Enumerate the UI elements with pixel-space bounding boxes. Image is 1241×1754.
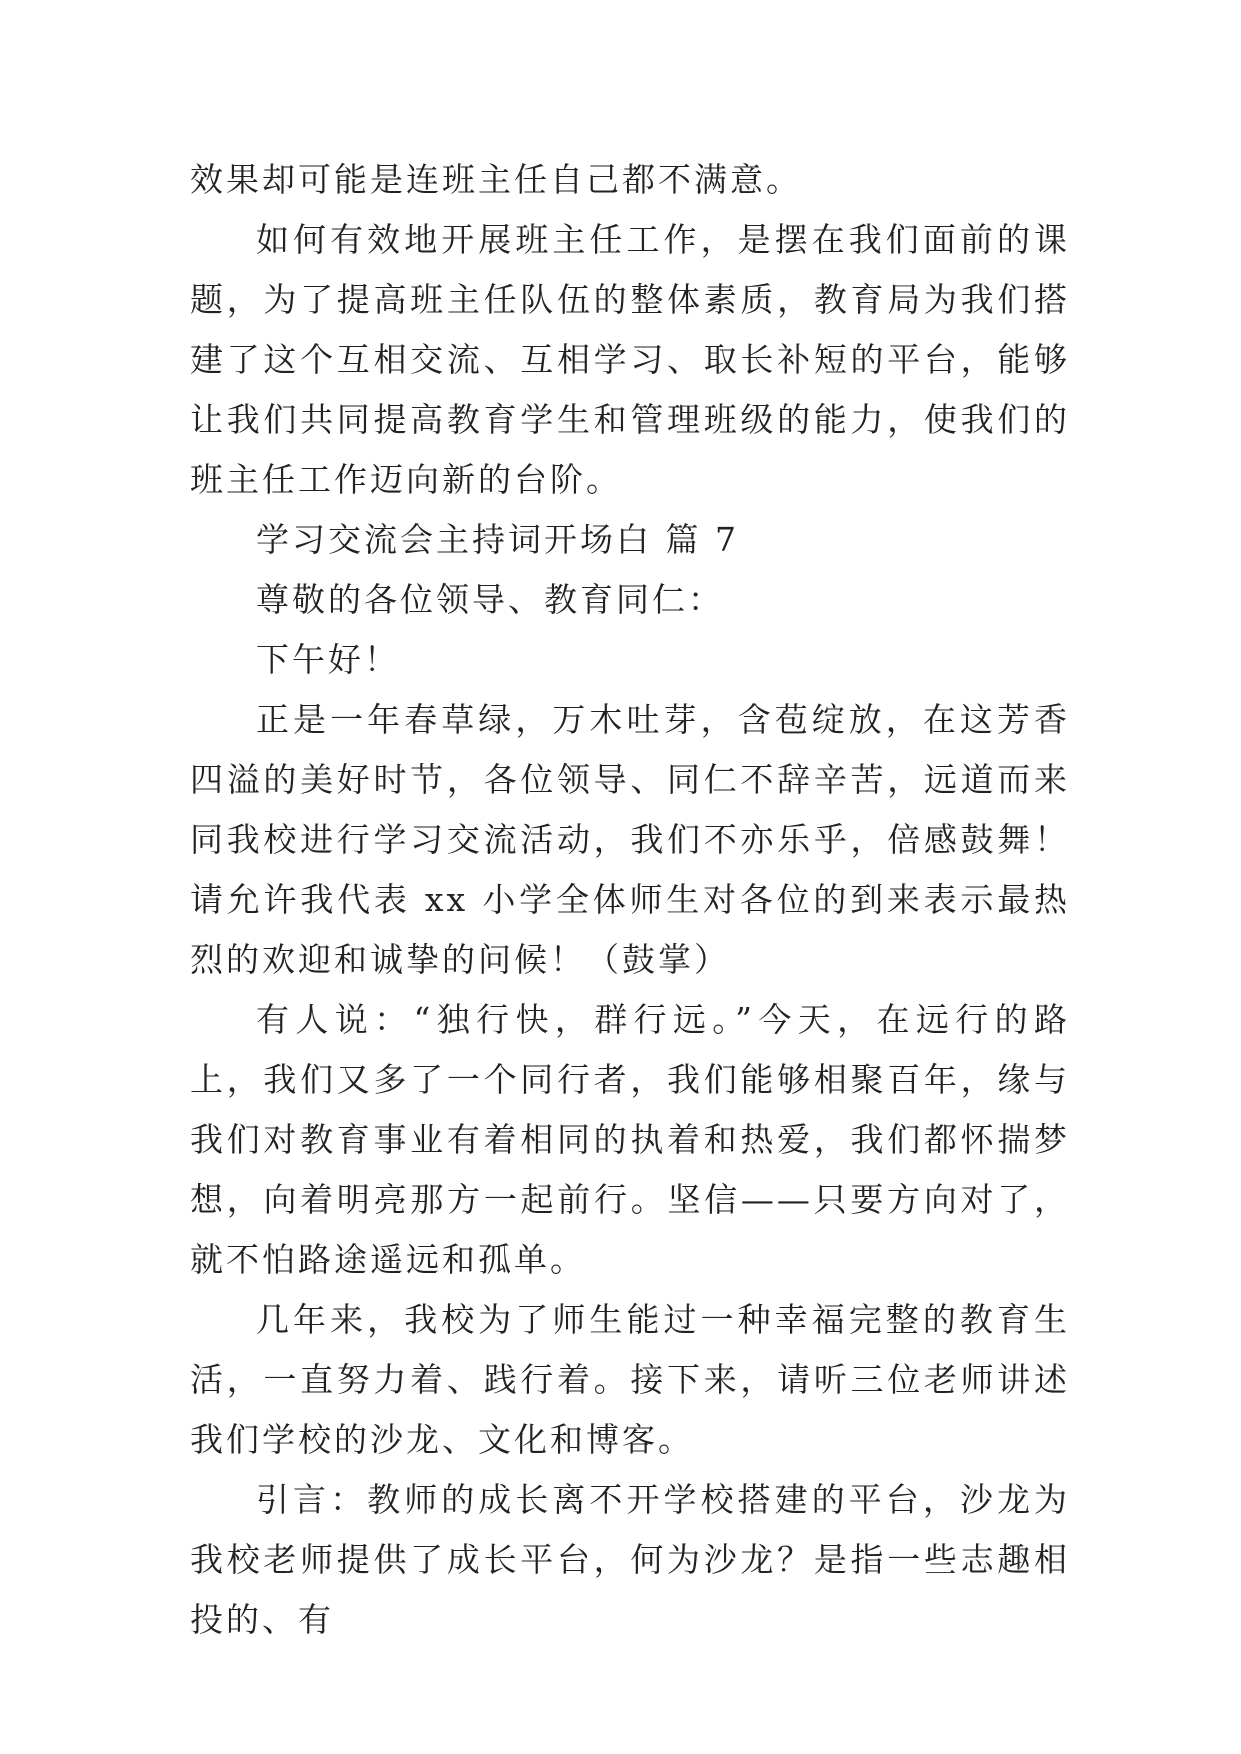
paragraph-introduction: 引言：教师的成长离不开学校搭建的平台，沙龙为我校老师提供了成长平台，何为沙龙？是指一些志趣相投的、有 — [190, 1480, 1070, 1639]
salutation: 尊敬的各位领导、教育同仁： — [256, 580, 724, 619]
greeting: 下午好！ — [256, 640, 400, 679]
paragraph-welcome: 正是一年春草绿，万木吐芽，含苞绽放，在这芳香四溢的美好时节，各位领导、同仁不辞辛苦，远道而来同我校进行学习交流活动，我们不亦乐乎，倍感鼓舞！请允许我代表 xx 小学全体师生对各位的到来表示最热烈的欢迎和诚挚的问候！（鼓掌） — [190, 700, 1070, 979]
paragraph-continuation: 效果却可能是连班主任自己都不满意。 — [190, 160, 802, 199]
paragraph-class-teacher-work: 如何有效地开展班主任工作，是摆在我们面前的课题，为了提高班主任队伍的整体素质，教育局为我们搭建了这个互相交流、互相学习、取长补短的平台，能够让我们共同提高教育学生和管理班级的能力，使我们的班主任工作迈向新的台阶。 — [190, 220, 1070, 499]
paragraph-walk-far: 有人说：“独行快，群行远。”今天，在远行的路上，我们又多了一个同行者，我们能够相聚百年，缘与我们对教育事业有着相同的执着和热爱，我们都怀揣梦想，向着明亮那方一起前行。坚信——只要方向对了，就不怕路途遥远和孤单。 — [190, 1000, 1070, 1279]
document-body — [190, 150, 1070, 1650]
section-heading: 学习交流会主持词开场白 篇 7 — [256, 520, 739, 559]
paragraph-school-life: 几年来，我校为了师生能过一种幸福完整的教育生活，一直努力着、践行着。接下来，请听三位老师讲述我们学校的沙龙、文化和博客。 — [190, 1300, 1070, 1459]
